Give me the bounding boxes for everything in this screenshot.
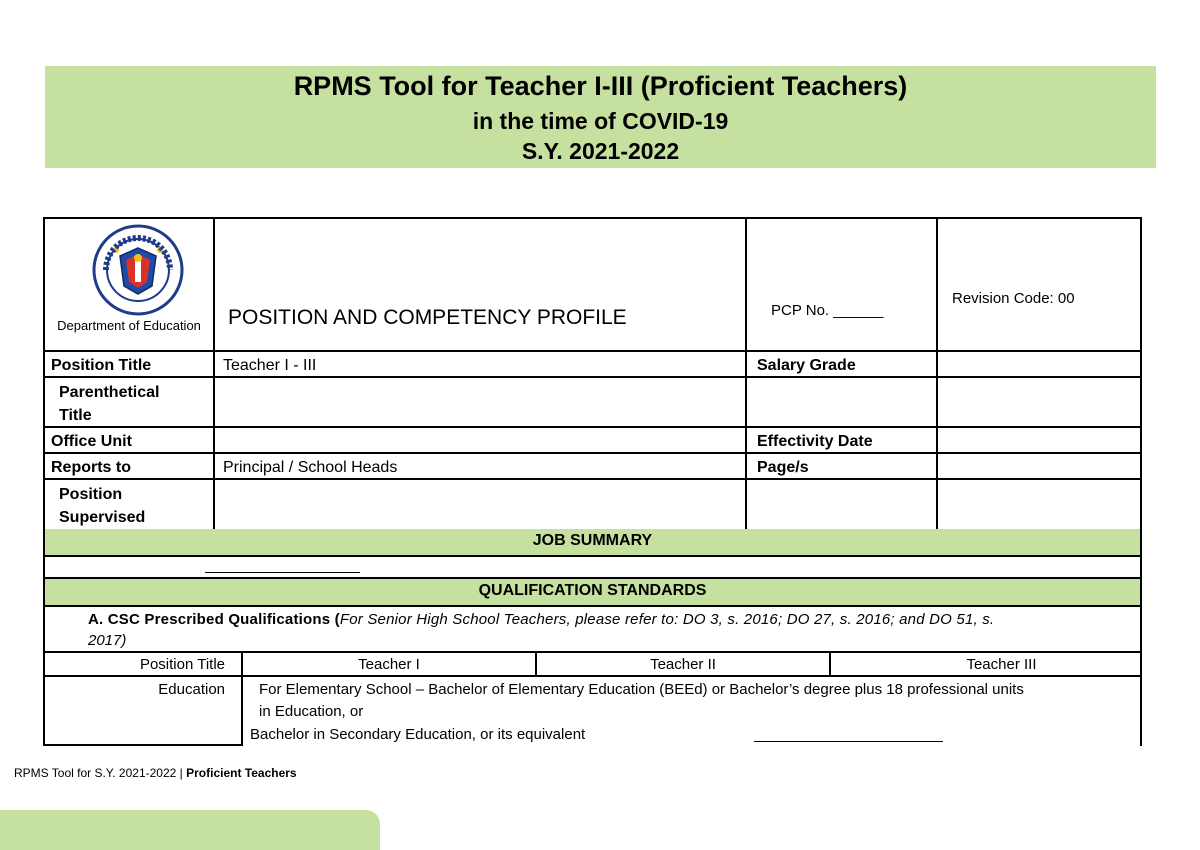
column-divider bbox=[936, 217, 938, 529]
pages-label: Page/s bbox=[757, 459, 809, 476]
department-label: Department of Education bbox=[57, 318, 201, 333]
footer-prefix: RPMS Tool for S.Y. 2021-2022 | bbox=[14, 766, 187, 780]
csc-heading-text: A. CSC Prescribed Qualifications ( bbox=[88, 611, 340, 628]
position-supervised-label: Position bbox=[59, 486, 123, 503]
row-divider bbox=[43, 577, 1142, 579]
education-requirement-line: in Education, or bbox=[259, 703, 364, 720]
row-divider bbox=[43, 376, 1142, 378]
blank-underline bbox=[205, 572, 360, 573]
form-title: POSITION AND COMPETENCY PROFILE bbox=[228, 306, 627, 329]
job-summary-title: JOB SUMMARY bbox=[532, 532, 653, 549]
row-divider bbox=[43, 426, 1142, 428]
qualification-standards-title: QUALIFICATION STANDARDS bbox=[478, 582, 707, 599]
row-divider bbox=[43, 555, 1142, 557]
row-divider bbox=[43, 452, 1142, 454]
parenthetical-title-label: Title bbox=[59, 407, 92, 424]
column-header-teacher-2: Teacher II bbox=[650, 656, 716, 673]
csc-qualifications-heading bbox=[88, 609, 994, 631]
position-supervised-label: Supervised bbox=[59, 509, 146, 526]
column-header-teacher-1: Teacher I bbox=[358, 656, 420, 673]
education-label: Education bbox=[158, 681, 225, 698]
salary-grade-label: Salary Grade bbox=[757, 357, 856, 374]
row-divider bbox=[43, 605, 1142, 607]
deped-seal-icon bbox=[92, 224, 184, 316]
row-divider bbox=[43, 744, 243, 746]
document-title: RPMS Tool for Teacher I-III (Proficient Teachers) bbox=[293, 71, 908, 101]
footer-bold-text: Proficient Teachers bbox=[186, 766, 297, 780]
blank-underline bbox=[754, 741, 943, 742]
reports-to-label: Reports to bbox=[51, 459, 131, 476]
column-header-position-title: Position Title bbox=[139, 656, 225, 673]
position-title-label: Position Title bbox=[51, 357, 152, 374]
parenthetical-title-label: Parenthetical bbox=[59, 384, 160, 401]
title-banner bbox=[45, 66, 1156, 168]
document-subtitle: in the time of COVID-19 bbox=[472, 108, 729, 134]
position-title-value: Teacher I - III bbox=[223, 357, 317, 374]
school-year: S.Y. 2021-2022 bbox=[521, 138, 680, 164]
education-requirement-line: For Elementary School – Bachelor of Elementary Education (BEEd) or Bachelor’s degree plus 18 professional units bbox=[259, 681, 1024, 698]
csc-note-text: For Senior High School Teachers, please refer to: DO 3, s. 2016; DO 27, s. 2016; and DO 51, s. bbox=[339, 611, 995, 628]
office-unit-label: Office Unit bbox=[51, 433, 132, 450]
row-divider bbox=[43, 478, 1142, 480]
reports-to-value: Principal / School Heads bbox=[223, 459, 398, 476]
effectivity-date-label: Effectivity Date bbox=[757, 433, 873, 450]
column-divider bbox=[745, 217, 747, 529]
education-requirement-line: Bachelor in Secondary Education, or its equivalent bbox=[250, 726, 586, 743]
footer-tab-decoration bbox=[0, 810, 380, 850]
column-divider bbox=[213, 217, 215, 529]
row-divider bbox=[43, 350, 1142, 352]
csc-note-continued: 2017) bbox=[88, 632, 127, 649]
revision-code: Revision Code: 00 bbox=[952, 290, 1075, 307]
column-header-teacher-3: Teacher III bbox=[966, 656, 1037, 673]
pcp-number: PCP No. ______ bbox=[771, 302, 884, 319]
row-divider bbox=[43, 651, 1142, 653]
page-footer bbox=[14, 766, 297, 780]
